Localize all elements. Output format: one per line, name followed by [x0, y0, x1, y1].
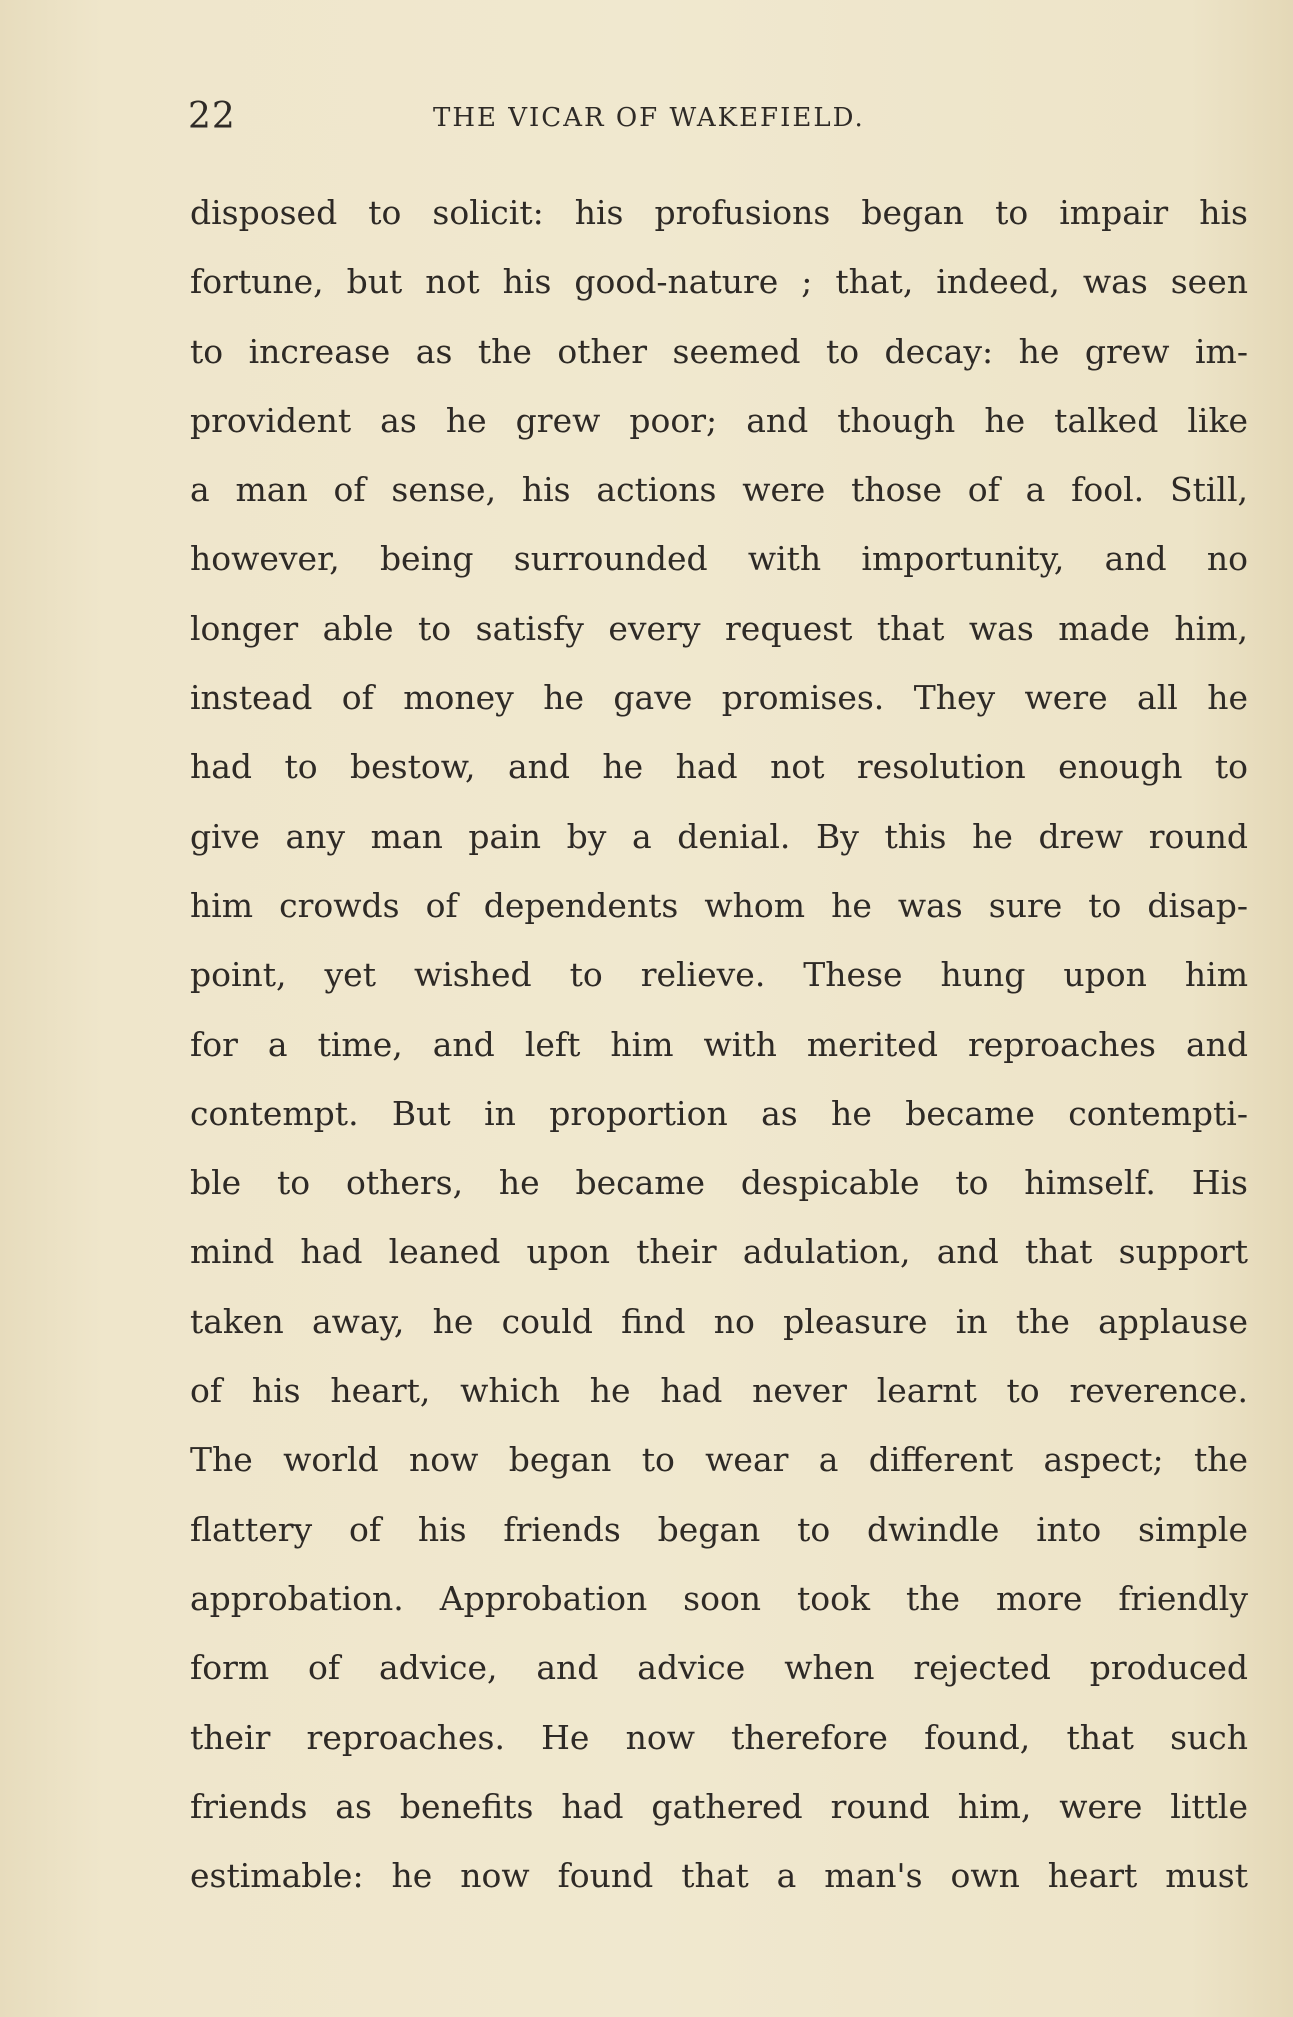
text-line: friends as benefits had gathered round him, were little: [190, 1786, 1248, 1826]
text-line: had to bestow, and he had not resolution enough to: [190, 747, 1248, 787]
text-line: mind had leaned upon their adulation, and that support: [190, 1232, 1248, 1272]
text-line: approbation. Approbation soon took the more friendly: [190, 1578, 1248, 1618]
text-line: provident as he grew poor; and though he talked like: [190, 400, 1248, 440]
page-header: [188, 92, 1248, 142]
text-line: point, yet wished to relieve. These hung upon him: [190, 955, 1248, 995]
text-line: flattery of his friends began to dwindle into simple: [190, 1509, 1248, 1549]
text-line: form of advice, and advice when rejected produced: [190, 1648, 1248, 1688]
text-line: disposed to solicit: his profusions began to impair his: [190, 193, 1248, 232]
body-text: [190, 178, 1248, 1910]
text-line: of his heart, which he had never learnt to reverence.: [190, 1371, 1248, 1411]
page-number: 22: [188, 96, 236, 137]
running-title: THE VICAR OF WAKEFIELD.: [433, 103, 865, 133]
text-line: give any man pain by a denial. By this he drew round: [190, 816, 1248, 856]
text-line: ble to others, he became despicable to himself. His: [190, 1163, 1248, 1203]
text-line: The world now began to wear a different aspect; the: [190, 1440, 1248, 1480]
text-line: for a time, and left him with merited reproaches and: [190, 1024, 1248, 1064]
text-line: to increase as the other seemed to decay: he grew im-: [190, 331, 1248, 371]
text-line: taken away, he could find no pleasure in the applause: [190, 1301, 1248, 1341]
text-line: instead of money he gave promises. They were all he: [190, 678, 1248, 718]
text-line: their reproaches. He now therefore found, that such: [190, 1717, 1248, 1757]
text-line: longer able to satisfy every request that was made him,: [190, 608, 1248, 648]
text-line: a man of sense, his actions were those of a fool. Still,: [190, 470, 1248, 510]
text-line: contempt. But in proportion as he became contempti-: [190, 1093, 1248, 1133]
text-line: fortune, but not his good-nature ; that, indeed, was seen: [190, 262, 1248, 302]
text-line: estimable: he now found that a man's own heart must: [190, 1856, 1248, 1896]
text-line: however, being surrounded with importunity, and no: [190, 539, 1248, 579]
text-line: him crowds of dependents whom he was sure to disap-: [190, 885, 1248, 925]
